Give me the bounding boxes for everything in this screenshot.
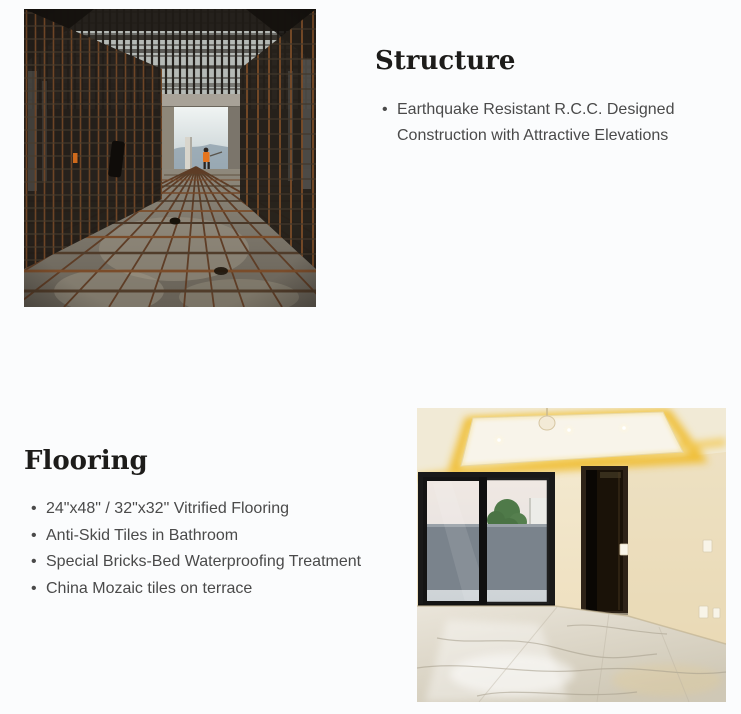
flooring-bullet-list: [24, 496, 394, 602]
flooring-bullet-item: • Special Bricks-Bed Waterproofing Treatment: [24, 549, 394, 576]
structure-section: [375, 44, 710, 149]
construction-photo: [24, 9, 316, 307]
interior-photo-illustration: [417, 408, 726, 702]
flooring-section: [24, 444, 394, 602]
flooring-heading: Flooring: [24, 446, 148, 476]
interior-photo: [417, 408, 726, 702]
construction-photo-illustration: [24, 9, 316, 307]
structure-bullet-list: [375, 97, 710, 149]
structure-heading: Structure: [375, 46, 516, 76]
flooring-bullet-item: • China Mozaic tiles on terrace: [24, 576, 394, 603]
structure-bullet-item: • Earthquake Resistant R.C.C. Designed Construction with Attractive Elevations: [375, 97, 710, 149]
balcony-glass-door: [418, 472, 555, 614]
flooring-bullet-item: • 24"x48" / 32"x32" Vitrified Flooring: [24, 496, 394, 523]
room-door: [581, 466, 628, 617]
flooring-bullet-item: • Anti-Skid Tiles in Bathroom: [24, 523, 394, 550]
